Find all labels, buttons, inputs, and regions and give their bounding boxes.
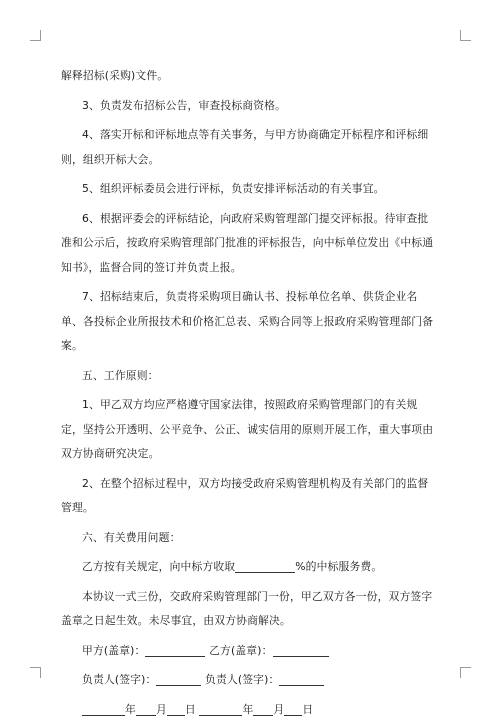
paragraph-item-5: 5、组织评标委员会进行评标，负责安排评标活动的有关事宜。: [82, 182, 385, 195]
fee-percent-blank[interactable]: [235, 559, 295, 573]
fee-text-after: %的中标服务费。: [295, 560, 383, 573]
date-b-day-label: 日: [302, 702, 314, 716]
crop-mark-bottom-right: [460, 667, 471, 678]
crop-mark-bottom-left: [30, 667, 41, 678]
paragraph-item-3: 3、负责发布招标公告，审查投标商资格。: [82, 98, 287, 112]
section-heading-principles: 五、工作原则：: [82, 368, 159, 382]
date-a-month-blank[interactable]: [136, 702, 156, 716]
date-b-year-blank[interactable]: [199, 702, 242, 716]
party-a-seal-label: 甲方(盖章)：: [82, 643, 146, 657]
paragraph-principle-2: 2、在整个招标过程中，双方均接受政府采购管理机构及有关部门的监督管理。: [61, 476, 429, 514]
paragraph-item-7: 7、招标结束后，负责将采购项目确认书、投标单位名单、供货企业名单、各投标企业所报技术和价格汇总表、采购合同等上报政府采购管理部门备案。: [61, 290, 434, 352]
paragraph-fee: [61, 555, 439, 580]
paragraph-item-4: 4、落实开标和评标地点等有关事务，与甲方协商确定开标程序和评标细则，组织开标大会。: [61, 128, 429, 166]
paragraph-item-6: 6、根据评委会的评标结论，向政府采购管理部门提交评标报。待审查批准和公示后，按政府采购管理部门批准的评标报告，向中标单位发出《中标通知书》，监督合同的签订并负责上报。: [61, 211, 434, 274]
paragraph-agreement: 本协议一式三份，交政府采购管理部门一份，甲乙双方各一份，双方签字盖章之日起生效。未尽事宜，由双方协商解决。: [61, 589, 433, 627]
date-a-year-blank[interactable]: [82, 702, 125, 716]
section-heading-fees: 六、有关费用问题：: [82, 530, 181, 544]
date-line: [61, 698, 439, 723]
principal-signature-line: [61, 668, 439, 693]
document-page: [61, 64, 439, 727]
paragraph-principle-1: 1、甲乙双方均应严格遵守国家法律，按照政府采购管理部门的有关规定，坚持公开透明、公平竞争、公正、诚实信用的原则开展工作，重大事项由双方协商研究决定。: [61, 398, 434, 460]
crop-mark-top-left: [30, 30, 41, 41]
principal-b-label: 负责人(签字)：: [205, 673, 280, 686]
date-a-year-label: 年: [125, 702, 136, 716]
date-a-month-label: 月: [155, 702, 167, 716]
party-b-seal-label: 乙方(盖章)：: [209, 643, 273, 657]
date-b-year-label: 年: [242, 702, 254, 716]
crop-mark-top-right: [460, 30, 471, 41]
date-a-day-label: 日: [184, 702, 196, 716]
principal-a-label: 负责人(签字)：: [82, 673, 157, 686]
principal-a-blank[interactable]: [156, 672, 201, 686]
principal-b-blank[interactable]: [279, 672, 324, 686]
date-b-month-blank[interactable]: [253, 702, 273, 716]
date-b-month-label: 月: [273, 702, 285, 716]
paragraph-continuation: 解释招标(采购)文件。: [61, 69, 169, 82]
seal-line: [61, 639, 439, 664]
party-b-seal-blank[interactable]: [273, 643, 329, 657]
fee-text-before: 乙方按有关规定，向中标方收取: [82, 560, 236, 573]
date-b-day-blank[interactable]: [284, 702, 302, 716]
party-a-seal-blank[interactable]: [145, 643, 205, 657]
date-a-day-blank[interactable]: [167, 702, 185, 716]
